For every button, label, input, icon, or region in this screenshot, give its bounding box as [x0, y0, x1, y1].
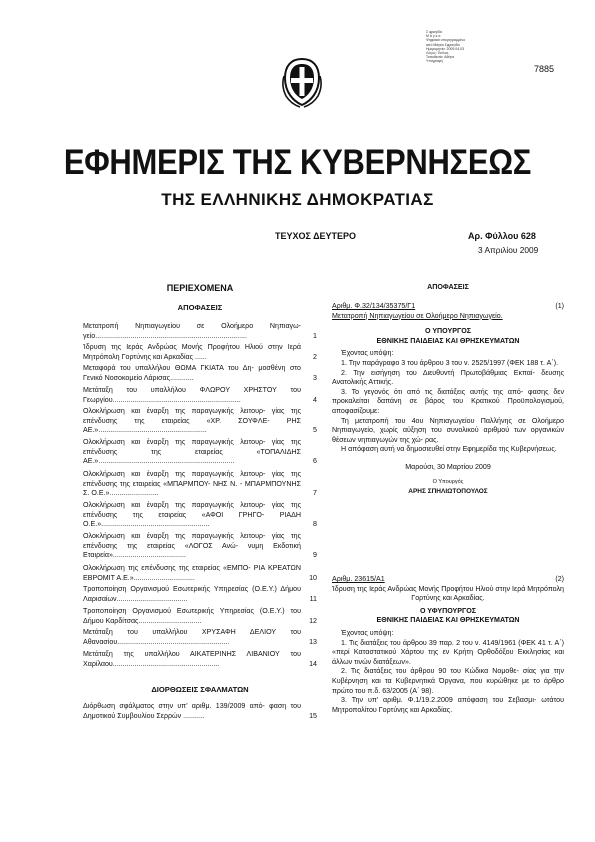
toc-item-page: 5 [313, 426, 317, 435]
toc-item-page: 14 [309, 659, 317, 668]
toc-item[interactable] [83, 470, 317, 499]
toc-item-page: 1 [313, 331, 317, 340]
decision-authority-ministry: ΕΘΝΙΚΗΣ ΠΑΙΔΕΙΑΣ ΚΑΙ ΘΡΗΣΚΕΥΜΑΤΩΝ [376, 336, 520, 345]
decision-ref-row [332, 575, 564, 585]
decision-paragraph: 3. Το γεγονός ότι από τις διατάξεις αυτής της από- φασης δεν προκαλείται δαπάνη σε βάρος του Κρατικού Προϋπολογισμού, αποφασίζουμε: [332, 387, 564, 415]
decision-ref-row [332, 302, 564, 312]
decision-paragraph: 2. Την εισήγηση του Διευθυντή Πρωτοβάθμιας Εκπαί- δευσης Ανατολικής Αττικής. [332, 368, 564, 387]
decision-authority-ministry: ΕΘΝΙΚΗΣ ΠΑΙΔΕΙΑΣ ΚΑΙ ΘΡΗΣΚΕΥΜΑΤΩΝ [376, 616, 520, 625]
decision-ref: Αριθμ. Φ.32/134/35375/Γ1 [332, 302, 416, 310]
toc-item[interactable] [83, 532, 317, 561]
gazette-title: ΕΦΗΜΕΡΙΣ ΤΗΣ ΚΥΒΕΡΝΗΣΕΩΣ [63, 142, 532, 183]
gazette-subtitle: ΤΗΣ ΕΛΛΗΝΙΚΗΣ ΔΗΜΟΚΡΑΤΙΑΣ [161, 190, 434, 209]
stamp-line: Ψηφιακά υπογεγραμμένο [426, 38, 466, 43]
toc-item-text: Μετάταξη του υπαλλήλου ΦΛΩΡΟΥ ΧΡΗΣΤΟΥ του Γεωργίου................................................................. [83, 386, 301, 404]
page-number: 7885 [534, 64, 555, 74]
toc-item[interactable] [83, 438, 317, 467]
minister-role: Ο Υπουργός [432, 478, 464, 485]
toc-item-text: Ολοκλήρωση και έναρξη της παραγωγικής λειτουρ- γίας της επένδυσης της εταιρείας «ΧΡ. ΣΟΥΦΛΕ- ΡΗΣ ΑΕ.»....................................................... [83, 407, 301, 435]
toc-item-page: 2 [313, 352, 317, 361]
issue-date: 3 Απριλίου 2009 [478, 245, 539, 255]
decision-2 [332, 575, 564, 715]
toc-item[interactable] [83, 364, 317, 383]
issue-type: ΤΕΥΧΟΣ ΔΕΥΤΕΡΟ [275, 231, 357, 241]
stamp-line: Υπογραφή [426, 59, 443, 64]
decisions-heading: ΑΠΟΦΑΣΕΙΣ [427, 283, 469, 291]
toc-item[interactable] [83, 386, 317, 405]
decision-number: (1) [555, 302, 564, 310]
toc-item-text: Μετατροπή Νηπιαγωγείου σε Ολοήμερο Νηπιαγω- γείο............................................................................. [83, 322, 301, 340]
toc-item-page: 11 [309, 594, 317, 603]
toc-item-page: 9 [313, 551, 317, 560]
toc-item-text: Μετάταξη του υπαλλήλου ΧΡΥΣΑΦΗ ΔΕΛΙΟΥ του Αθανασίου......................................................... [83, 628, 301, 646]
decision-1 [332, 302, 564, 497]
toc-item-text: Μετάταξη της υπαλλήλου ΑΙΚΑΤΕΡΙΝΗΣ ΛΙΒΑΝΙΟΥ του Χαρίλαου...................................................... [83, 650, 301, 668]
toc-item[interactable] [83, 628, 317, 647]
decision-place-date: Μαρούσι, 30 Μαρτίου 2009 [405, 462, 491, 471]
decision-paragraph: 3. Την υπ' αριθμ. Φ.1/19.2.2009 απόφαση του Σεβασμι- ωτάτου Μητροπολίτου Γορτύνης και Αρκαδίας. [332, 696, 564, 714]
toc-item[interactable] [83, 407, 317, 436]
toc-item-page: 4 [313, 395, 317, 404]
toc-heading: ΠΕΡΙΕΧΟΜΕΝΑ [166, 283, 234, 293]
toc-item-page: 10 [309, 573, 317, 582]
toc-item[interactable] [83, 585, 317, 604]
decision-title: Ίδρυση της Ιεράς Ανδρώας Μονής Προφήτου Ηλιού στην Ιερά Μητρόπολη Γορτύνης και Αρκαδίας. [332, 584, 564, 603]
toc-item-text: Ολοκλήρωση και έναρξη της παραγωγικής λειτουρ- γίας της επένδυσης της εταιρείας «ΜΠΑΡΜΠΟΥ- ΝΗΣ Ν. - ΜΠΑΡΜΠΟΥΝΗΣ Σ. Ο.Ε.»......................... [83, 470, 301, 498]
decision-authority: Ο ΥΦΥΠΟΥΡΓΟΣ [419, 606, 477, 615]
toc-item-page: 8 [313, 520, 317, 529]
decision-title: Μετατροπή Νηπιαγωγείου σε Ολοήμερο Νηπιαγωγείο. [332, 311, 503, 320]
decision-number: (2) [555, 575, 564, 583]
toc-item-text: Ολοκλήρωση και έναρξη της παραγωγικής λειτουρ- γίας της επένδυσης της εταιρείας «ΤΟΠΑΛΙΔΗΣ ΑΕ.»..................................................................... [83, 438, 301, 466]
toc-item[interactable] [83, 702, 317, 721]
toc-item-page: 13 [309, 637, 317, 646]
stamp-line: Μ ά γ κ α [426, 34, 441, 39]
toc-item[interactable] [83, 322, 317, 341]
toc-section-corrections: ΔΙΟΡΘΩΣΕΙΣ ΣΦΑΛΜΑΤΩΝ [151, 685, 249, 694]
decision-considering: Έχοντας υπόψη: [341, 628, 394, 637]
toc-item-page: 7 [313, 489, 317, 498]
stamp-line: από Μάγκα Σφραγίδα [426, 42, 460, 47]
toc-item-text: Τροποποίηση Οργανισμού Εσωτερικής Υπηρεσίας (Ο.Ε.Υ.) Δήμου Λαρισαίων.................................... [83, 585, 301, 603]
toc-item[interactable] [83, 501, 317, 530]
issue-number: Αρ. Φύλλου 628 [468, 231, 536, 241]
decision-considering: Έχοντας υπόψη: [341, 349, 394, 358]
decision-authority: Ο ΥΠΟΥΡΓΟΣ [424, 327, 472, 336]
toc-item-text: Ίδρυση της Ιεράς Ανδρώας Μονής Προφήτου Ηλιού στην Ιερά Μητρόπολη Γορτύνης και Αρκαδίας ...... [83, 343, 301, 361]
stamp-line: Τοποθεσία: Αθήνα [426, 55, 455, 60]
toc-item-text: Διόρθωση σφάλματος στην υπ' αριθμ. 139/2009 από- φαση του Δημοτικού Συμβουλίου Σερρών ........... [83, 702, 301, 720]
toc-item-page: 3 [313, 373, 317, 382]
greek-coat-of-arms-icon [281, 56, 323, 108]
toc-item[interactable] [83, 564, 317, 583]
toc-item-text: Τροποποίηση Οργανισμού Εσωτερικής Υπηρεσίας (Ο.Ε.Υ.) του Δήμου Καρδίτσας................................ [83, 607, 301, 625]
decision-paragraph: 2. Τις διατάξεις του άρθρου 90 του Κώδικα Νομοθε- σίας για την Κυβέρνηση και τα Κυβερνητικά Όργανα, που κυρώθηκε με το άρθρο πρώτο του π.δ. 63/2005 (Α΄ 98). [332, 667, 564, 695]
digital-signature-stamp [426, 30, 488, 64]
stamp-line: Λόγος: Τσέλας [426, 51, 449, 56]
decision-ref: Αριθμ. 23615/Α1 [332, 575, 385, 583]
decision-paragraph: Τη μετατροπή του 4ου Νηπιαγωγείου Παλλήνης σε Ολοήμερο Νηπιαγωγείο, χωρίς αύξηση του συνολικού αριθμού των οργανικών θέσεων νηπιαγωγών της χώ- ρας. [332, 416, 564, 444]
toc-item-text: Μεταφορά του υπαλλήλου ΘΩΜΑ ΓΚΙΑΤΑ του Δη- μοσθένη στο Γενικό Νοσοκομείο Λάρισας............ [83, 364, 301, 382]
decision-paragraph: 1. Τις διατάξεις του άρθρου 39 παρ. 2 του ν. 4149/1961 (ΦΕΚ 41 τ. Α΄) «περί Καταστατικού Χάρτου της εν Κρήτη Ορθοδόξου Εκκλησίας και άλλων τινών διατάξεων». [332, 638, 564, 666]
toc-item[interactable] [83, 343, 317, 362]
stamp-line: Σ φραγίδα [426, 30, 442, 34]
decision-paragraph: 1. Την παράγραφο 3 του άρθρου 3 του ν. 2525/1997 (ΦΕΚ 188 τ. Α΄). [341, 358, 559, 367]
toc-item-page: 12 [309, 616, 317, 625]
toc-item-text: Ολοκλήρωση και έναρξη της παραγωγικής λειτουρ- γίας της επένδυσης της εταιρείας «ΑΦΟΙ ΓΡΗΓΟ- ΡΙΑΔΗ Ο.Ε.»....................................................... [83, 501, 301, 529]
toc-item-text: Ολοκλήρωση της επένδυσης της εταιρείας «ΕΜΠΟ- ΡΙΑ ΚΡΕΑΤΩΝ ΕΒΡΟΜΙΤ Α.Ε.»............................... [83, 564, 301, 582]
toc-item[interactable] [83, 650, 317, 669]
toc-item[interactable] [83, 607, 317, 626]
toc-item-page: 15 [309, 711, 317, 720]
stamp-line: Ημερομηνία: 2009.04.03 [426, 46, 465, 51]
toc-section-decisions: ΑΠΟΦΑΣΕΙΣ [177, 303, 223, 312]
toc-item-page: 6 [313, 457, 317, 466]
decision-paragraph: Η απόφαση αυτή να δημοσιευθεί στην Εφημερίδα της Κυβερνήσεως. [341, 445, 557, 454]
minister-name: ΑΡΗΣ ΣΠΗΛΙΩΤΟΠΟΥΛΟΣ [408, 488, 488, 496]
toc-item-text: Ολοκλήρωση και έναρξη της παραγωγικής λειτουρ- γίας της επένδυσης της εταιρείας «ΛΟΓΟΣ Ανώ- νυμη Εκδοτική Εταιρεία»..................................... [83, 532, 301, 560]
